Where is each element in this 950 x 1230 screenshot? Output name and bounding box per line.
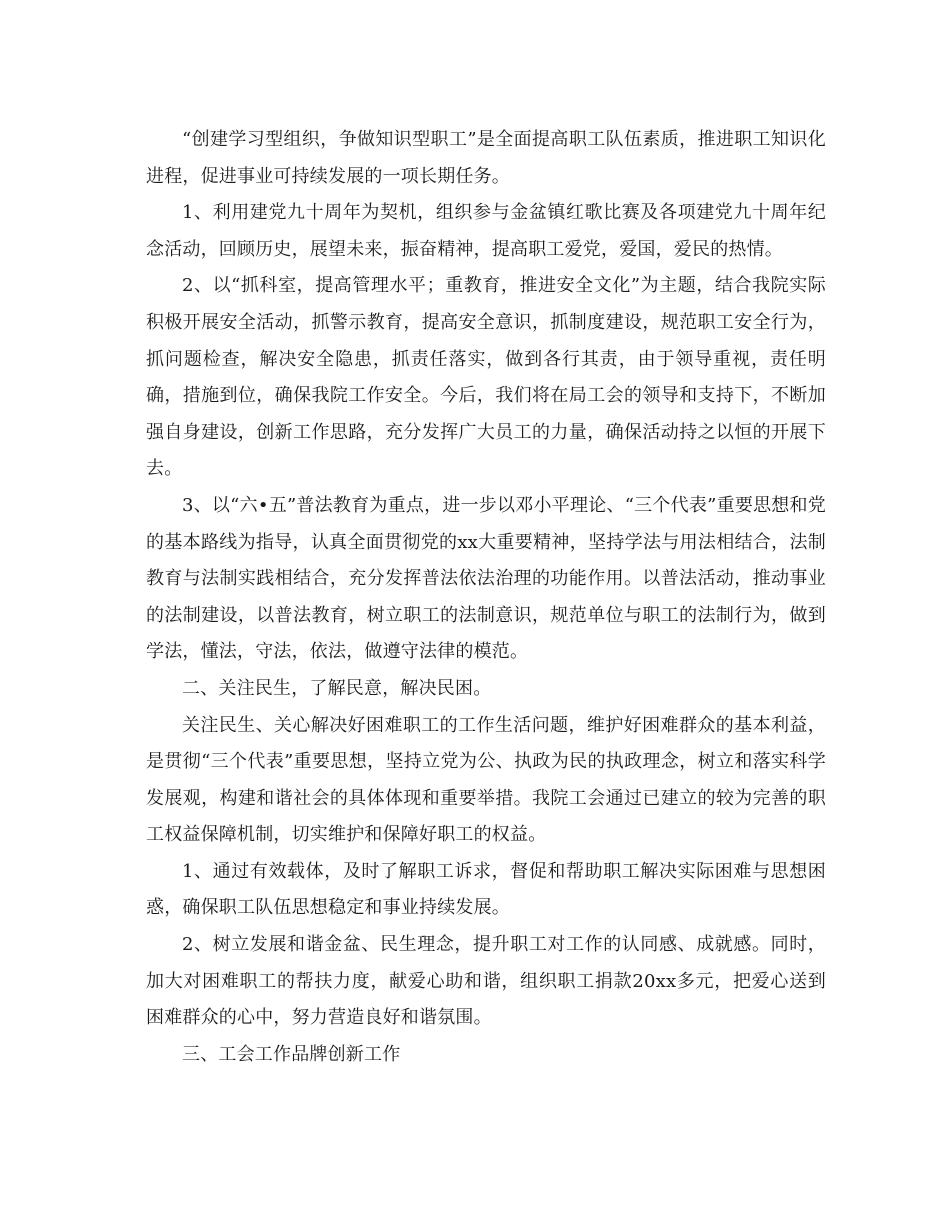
document-body bbox=[146, 122, 826, 1073]
paragraph-item-3-legal-education: 3、以“六•五”普法教育为重点，进一步以邓小平理论、“三个代表”重要思想和党的基本路线为指导，认真全面贯彻党的xx大重要精神，坚持学法与用法相结合，法制教育与法制实践相结合，充分发挥普法依法治理的功能作用。以普法活动，推动事业的法制建设，以普法教育，树立职工的法制意识，规范单位与职工的法制行为，做到学法，懂法，守法，依法，做遵守法律的模范。 bbox=[146, 494, 826, 663]
paragraph-item-1-party-anniversary: 1、利用建党九十周年为契机，组织参与金盆镇红歌比赛及各项建党九十周年纪念活动，回顾历史，展望未来，振奋精神，提高职工爱党，爱国，爱民的热情。 bbox=[146, 202, 826, 260]
paragraph-livelihood-intro: 关注民生、关心解决好困难职工的工作生活问题，维护好困难群众的基本利益，是贯彻“三个代表”重要思想，坚持立党为公、执政为民的执政理念，树立和落实科学发展观，构建和谐社会的具体体现和重要举措。我院工会通过已建立的较为完善的职工权益保障机制，切实维护和保障好职工的权益。 bbox=[146, 714, 826, 846]
section-heading-livelihood: 二、关注民生，了解民意，解决民困。 bbox=[182, 677, 492, 699]
paragraph-livelihood-item-1: 1、通过有效载体，及时了解职工诉求，督促和帮助职工解决实际困难与思想困惑，确保职工队伍思想稳定和事业持续发展。 bbox=[146, 860, 826, 919]
paragraph-item-2-safety-culture: 2、以“抓科室，提高管理水平；重教育，推进安全文化”为主题，结合我院实际积极开展安全活动，抓警示教育，提高安全意识，抓制度建设，规范职工安全行为，抓问题检查，解决安全隐患，抓责任落实，做到各行其责，由于领导重视，责任明确，措施到位，确保我院工作安全。今后，我们将在局工会的领导和支持下，不断加强自身建设，创新工作思路，充分发挥广大员工的力量，确保活动持之以恒的开展下去。 bbox=[146, 275, 826, 480]
paragraph-learning-organization: “创建学习型组织，争做知识型职工”是全面提高职工队伍素质，推进职工知识化进程，促进事业可持续发展的一项长期任务。 bbox=[146, 129, 826, 187]
paragraph-livelihood-item-2: 2、树立发展和谐金盆、民生理念，提升职工对工作的认同感、成就感。同时，加大对困难职工的帮扶力度，献爱心助和谐，组织职工捐款20xx多元，把爱心送到困难群众的心中，努力营造良好和谐氛围。 bbox=[146, 934, 826, 1029]
section-heading-brand-innovation: 三、工会工作品牌创新工作 bbox=[182, 1043, 401, 1065]
